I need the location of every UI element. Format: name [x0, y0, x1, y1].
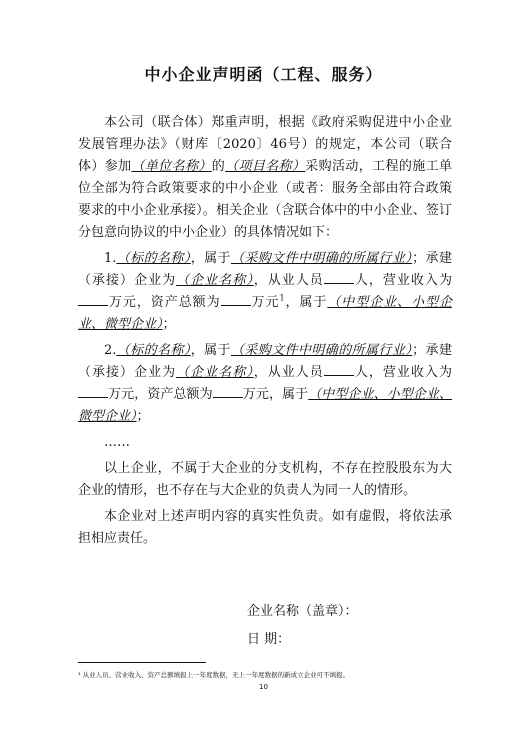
item-2-number: 2. [104, 343, 117, 358]
project-name-field: （项目名称） [225, 159, 306, 174]
declaration-body [78, 112, 452, 550]
page-title: 中小企业声明函（工程、服务） [144, 65, 383, 84]
intro-text-2: 采购活动，工程的施工单位全部为符合政策要求的中小企业（或者：服务全部由符合政策要求的中小企业承接）。相关企业（含联合体中的中小企业、签订分包意向协议的中小企业）的具体情况如下： [78, 159, 452, 240]
item-1-end: ； [162, 317, 176, 332]
item-1-staff-blank [324, 270, 354, 284]
item-2-semi: ； [412, 343, 426, 358]
company-seal-label: 企业名称（盖章）： [247, 604, 358, 619]
item-1-assets-blank [221, 292, 251, 306]
unit-name-field: （单位名称） [131, 159, 212, 174]
item-1-belongs2: ，属于 [284, 295, 328, 310]
item-1-staff-pre: ，从业人员 [253, 273, 324, 288]
item-1-target: （标的名称） [116, 251, 191, 266]
item-1-assets-post: 万元 [250, 295, 280, 310]
item-2-assets-blank [213, 384, 243, 398]
item-2-revenue-blank [78, 384, 108, 398]
item-1-revenue-blank [78, 292, 108, 306]
item-1-revenue-post: 万元，资产总额为 [108, 295, 221, 310]
item-2-industry: （采购文件中明确的所属行业） [230, 343, 413, 358]
item-2-staff-pre: ，从业人员 [253, 365, 324, 380]
item-2 [78, 340, 452, 428]
item-2-assets-post: 万元，属于 [242, 387, 309, 402]
footnote-marker: 1 [279, 293, 285, 303]
item-2-staff-blank [324, 362, 354, 376]
intro-paragraph [78, 112, 452, 244]
item-1-semi: ； [412, 251, 426, 266]
footnote: ¹ 从业人员、营业收入、资产总额填报上一年度数据，无上一年度数据的新成立企业可不填报。 [78, 671, 350, 679]
item-2-target: （标的名称） [116, 343, 191, 358]
page-number: 10 [259, 683, 268, 691]
intro-text-1: 本公司（联合体）郑重声明，根据《政府采购促进中小企业发展管理办法》（财库〔2020〕46号）的规定，本公司（联合体）参加 [78, 115, 452, 174]
item-2-staff-post: 人，营业收入为 [353, 365, 452, 380]
item-1-staff-post: 人，营业收入为 [353, 273, 452, 288]
ellipsis: …… [104, 435, 130, 450]
intro-de: 的 [211, 159, 226, 174]
date-label: 日 期： [247, 632, 291, 647]
item-1-company: （企业名称） [176, 273, 254, 288]
item-2-undertake: 承建（承接）企业为 [78, 343, 452, 380]
item-2-revenue-post: 万元，资产总额为 [108, 387, 213, 402]
responsibility-paragraph: 本企业对上述声明内容的真实性负责。如有虚假，将依法承担相应责任。 [78, 509, 452, 546]
footnote-divider [78, 662, 206, 663]
item-1-belongs: ，属于 [190, 251, 231, 266]
item-1-undertake: 承建（承接）企业为 [78, 251, 452, 288]
item-2-company: （企业名称） [176, 365, 254, 380]
item-1-industry: （采购文件中明确的所属行业） [230, 251, 413, 266]
item-1-number: 1. [104, 251, 117, 266]
large-enterprise-paragraph: 以上企业，不属于大企业的分支机构，不存在控股股东为大企业的情形，也不存在与大企业的负责人为同一人的情形。 [78, 461, 452, 498]
item-1-size: （中型企业、小型企业、微型企业） [78, 295, 452, 332]
item-1 [78, 248, 452, 336]
item-2-size: （中型企业、小型企业、微型企业） [78, 387, 452, 424]
item-2-belongs: ，属于 [190, 343, 231, 358]
item-2-end: ； [136, 409, 150, 424]
